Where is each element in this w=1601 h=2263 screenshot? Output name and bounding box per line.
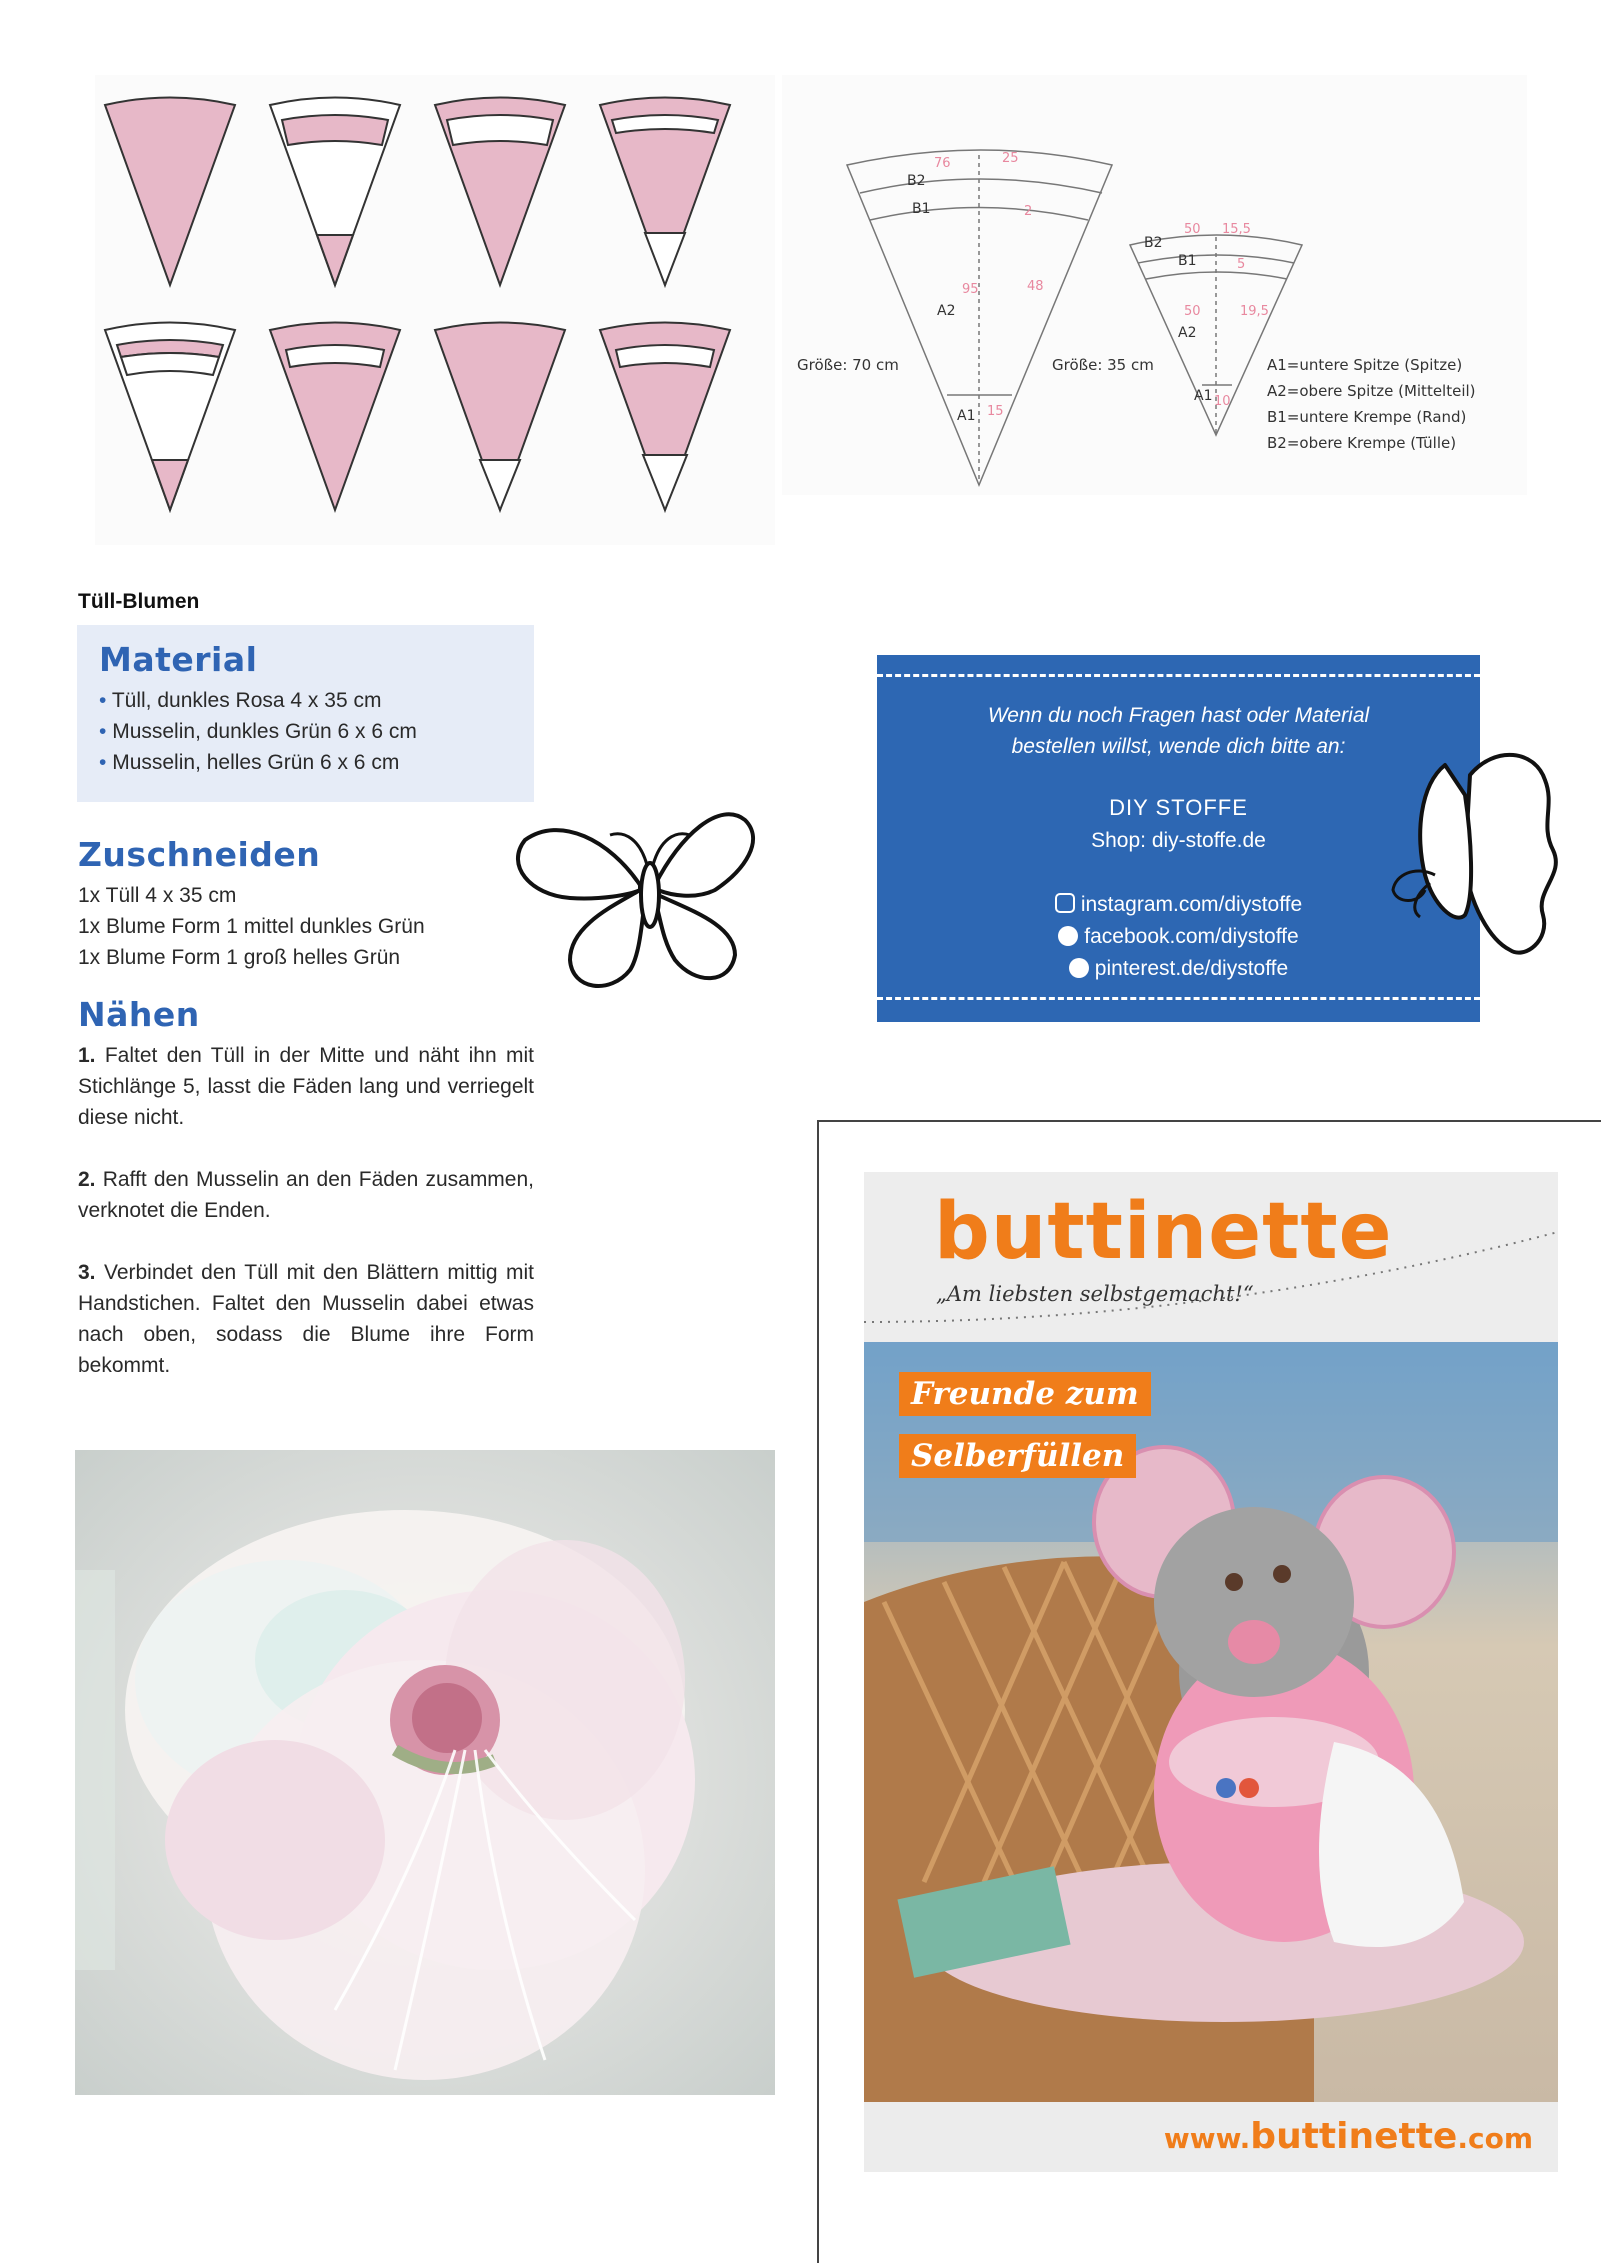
small-b1-label: B1 [1178,253,1197,269]
butterfly-icon [500,790,770,1005]
ad-brand-logo: buttinette [934,1187,1393,1277]
instagram-link[interactable]: instagram.com/diystoffe [877,893,1480,917]
cone-variants-svg [95,75,775,545]
large-measure-4: 95 [962,282,979,297]
size-70-label: Größe: 70 cm [797,356,899,374]
small-measure-5: 19,5 [1240,304,1269,319]
large-a1-label: A1 [957,408,976,424]
pattern-diagram-svg [782,75,1527,495]
legend-b2: B2=obere Krempe (Tülle) [1267,434,1457,452]
step-3: 3. Verbindet den Tüll mit den Blättern mittig mit Handstichen. Faltet den Musselin dabei etwas nach oben, sodass die Blume ihre Form bekommt. [78,1261,534,1377]
step-2: 2. Rafft den Musselin an den Fäden zusammen, verknotet die Enden. [78,1168,534,1222]
list-item: • Musselin, dunkles Grün 6 x 6 cm [99,720,417,743]
ad-panel [864,1172,1558,2172]
pinterest-icon [1069,958,1089,978]
list-item: 1x Tüll 4 x 35 cm [78,884,237,907]
large-measure-1: 76 [934,156,951,171]
small-measure-2: 15,5 [1222,222,1251,237]
small-b2-label: B2 [1144,235,1163,251]
cutting-list [78,880,425,973]
list-item: • Tüll, dunkles Rosa 4 x 35 cm [99,689,382,712]
contact-name: DIY STOFFE [1109,795,1248,820]
large-b2-label: B2 [907,173,926,189]
small-a2-label: A2 [1178,325,1197,341]
ad-slogan: „Am liebsten selbstgemacht!“ [936,1282,1254,1306]
instagram-icon [1055,893,1075,913]
facebook-icon [1058,926,1078,946]
list-item: • Musselin, helles Grün 6 x 6 cm [99,751,400,774]
large-measure-3: 2 [1024,204,1033,219]
butterfly-side-icon [1375,725,1575,1000]
butterfly-illustration [500,790,770,1005]
step-1: 1. Faltet den Tüll in der Mitte und näht ihn mit Stichlänge 5, lasst die Fäden lang und verriegelt diese nicht. [78,1044,534,1129]
material-box [77,625,534,802]
butterfly-side-illustration [1375,725,1575,1000]
dashed-divider-top [877,674,1480,677]
ad-url[interactable]: www.buttinette.com [1163,2116,1533,2157]
pattern-diagram [782,75,1527,495]
legend-a2: A2=obere Spitze (Mittelteil) [1267,382,1476,400]
advertisement[interactable] [817,1120,1601,2263]
cone-variants-illustration [95,75,775,545]
contact-shop[interactable]: Shop: diy-stoffe.de [1091,829,1266,852]
small-a1-label: A1 [1194,388,1213,404]
ad-tag-line-2: Selberfüllen [899,1434,1136,1478]
large-measure-6: 15 [987,404,1004,419]
facebook-link[interactable]: facebook.com/diystoffe [877,925,1480,949]
large-measure-5: 48 [1027,279,1044,294]
pinterest-link[interactable]: pinterest.de/diystoffe [877,957,1480,981]
material-title: Material [99,640,258,679]
material-list [99,685,417,778]
list-item: 1x Blume Form 1 groß helles Grün [78,946,401,969]
ad-dotted-arc [864,1172,1558,1342]
page-title: Tüll-Blumen [78,590,200,613]
small-measure-4: 50 [1184,304,1201,319]
legend-b1: B1=untere Krempe (Rand) [1267,408,1467,426]
sewing-steps [78,1040,534,1381]
large-measure-2: 25 [1002,151,1019,166]
large-a2-label: A2 [937,303,956,319]
ad-header [864,1172,1558,1342]
tulle-flower-image [75,1450,775,2095]
small-measure-1: 50 [1184,222,1201,237]
legend-a1: A1=untere Spitze (Spitze) [1267,356,1463,374]
cutting-title: Zuschneiden [78,835,321,874]
ad-footer [864,2102,1558,2172]
flower-photo [75,1450,775,2095]
large-b1-label: B1 [912,201,931,217]
small-measure-6: 10 [1214,394,1231,409]
size-35-label: Größe: 35 cm [1052,356,1154,374]
sewing-title: Nähen [78,995,200,1034]
small-measure-3: 5 [1237,257,1246,272]
list-item: 1x Blume Form 1 mittel dunkles Grün [78,915,425,938]
ad-tag-line-1: Freunde zum [899,1372,1151,1416]
contact-intro: Wenn du noch Fragen hast oder Material bestellen willst, wende dich bitte an: [987,704,1370,758]
ad-photo [864,1342,1558,2102]
